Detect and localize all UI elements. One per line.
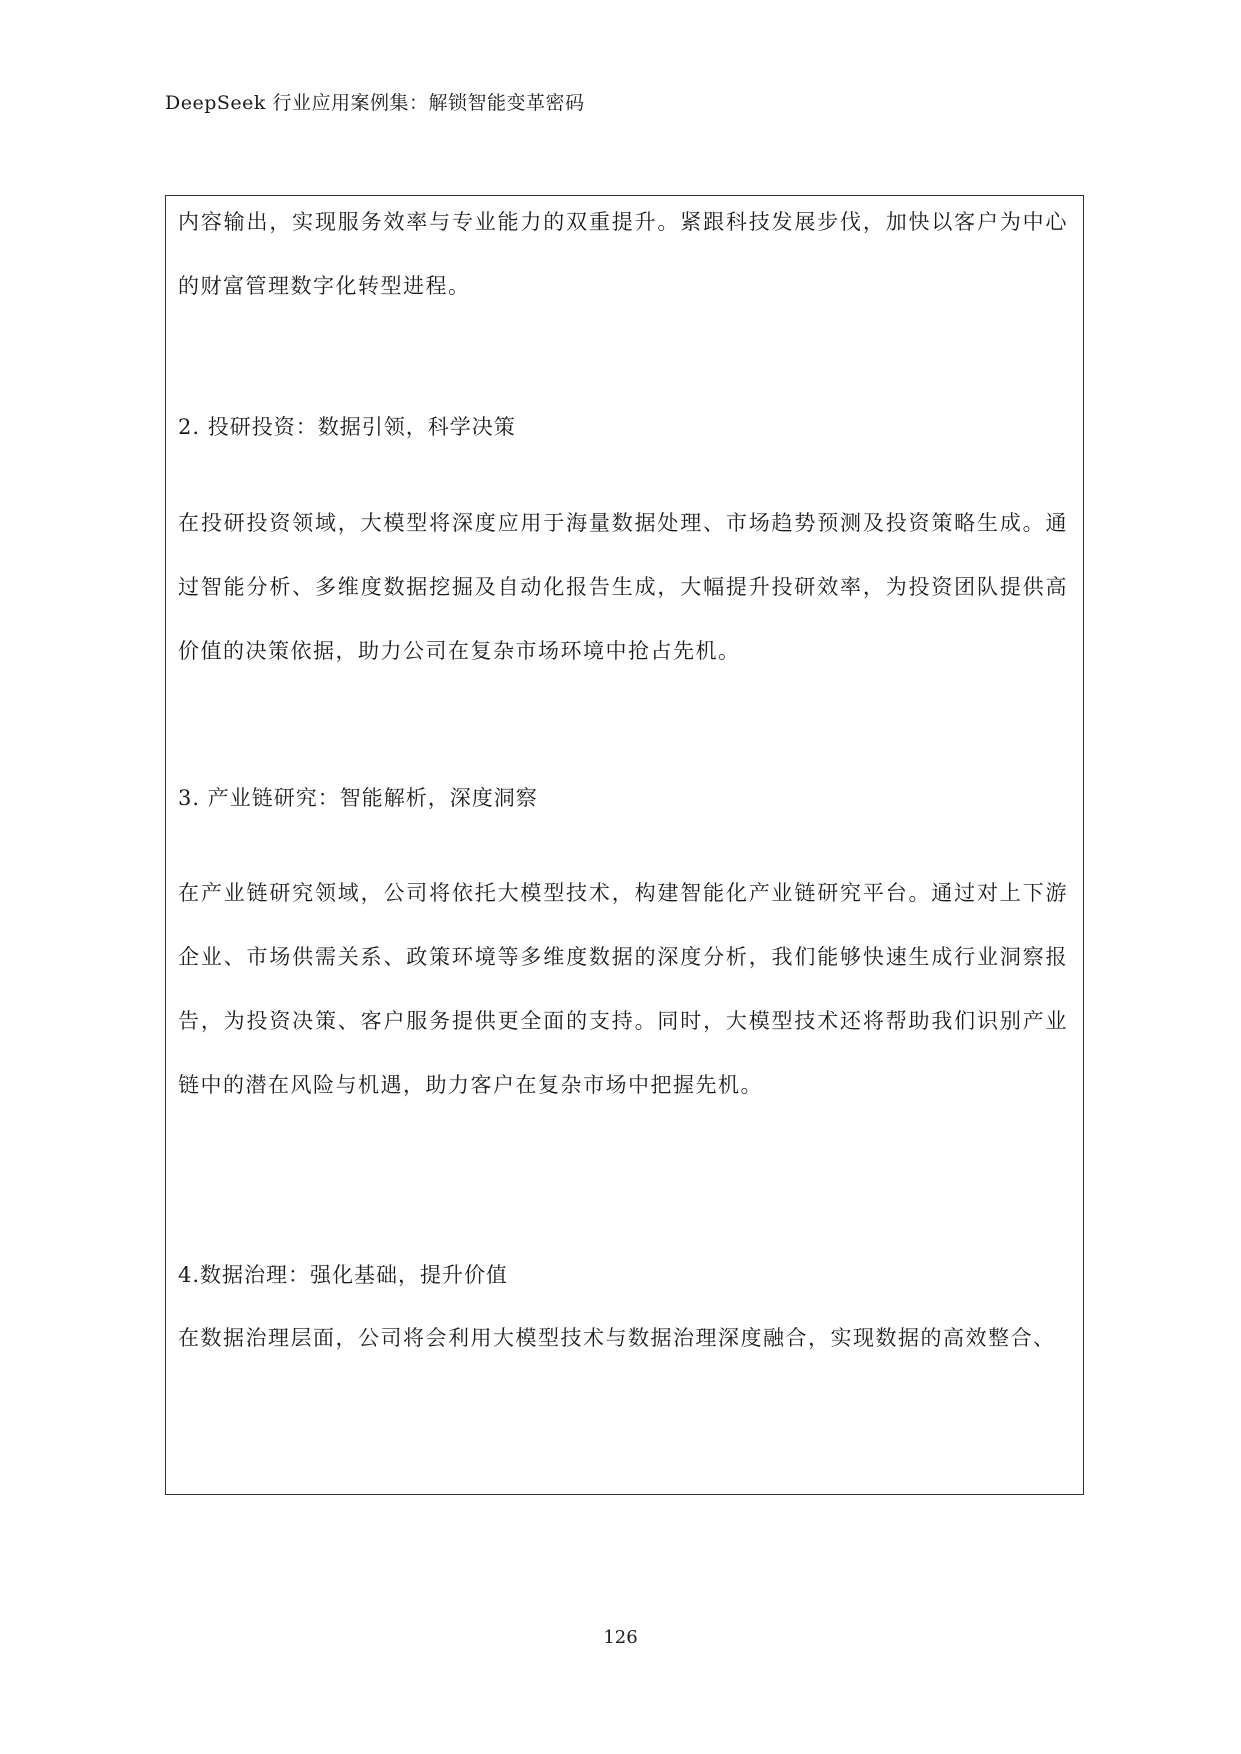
section-3-paragraph: 在产业链研究领域，公司将依托大模型技术，构建智能化产业链研究平台。通过对上下游企业、市场供需关系、政策环境等多维度数据的深度分析，我们能够快速生成行业洞察报告，为投资决策、客户服务提供更全面的支持。同时，大模型技术还将帮助我们识别产业链中的潜在风险与机遇，助力客户在复杂市场中把握先机。 xyxy=(178,881,1068,1097)
section-4-paragraph: 在数据治理层面，公司将会利用大模型技术与数据治理深度融合，实现数据的高效整合、 xyxy=(178,1326,1056,1350)
continued-paragraph: 内容输出，实现服务效率与专业能力的双重提升。紧跟科技发展步伐，加快以客户为中心的财富管理数字化转型进程。 xyxy=(178,210,1068,298)
section-3-heading: 3. 产业链研究：智能解析，深度洞察 xyxy=(178,786,538,810)
page-number: 126 xyxy=(603,1627,638,1648)
section-2-paragraph: 在投研投资领域，大模型将深度应用于海量数据处理、市场趋势预测及投资策略生成。通过智能分析、多维度数据挖掘及自动化报告生成，大幅提升投研效率，为投资团队提供高价值的决策依据，助力公司在复杂市场环境中抢占先机。 xyxy=(178,511,1068,663)
content-box xyxy=(165,195,1084,1495)
section-4-heading: 4.数据治理：强化基础，提升价值 xyxy=(178,1263,509,1287)
running-header: DeepSeek 行业应用案例集：解锁智能变革密码 xyxy=(165,92,585,114)
section-2-heading: 2. 投研投资：数据引领，科学决策 xyxy=(178,415,516,439)
